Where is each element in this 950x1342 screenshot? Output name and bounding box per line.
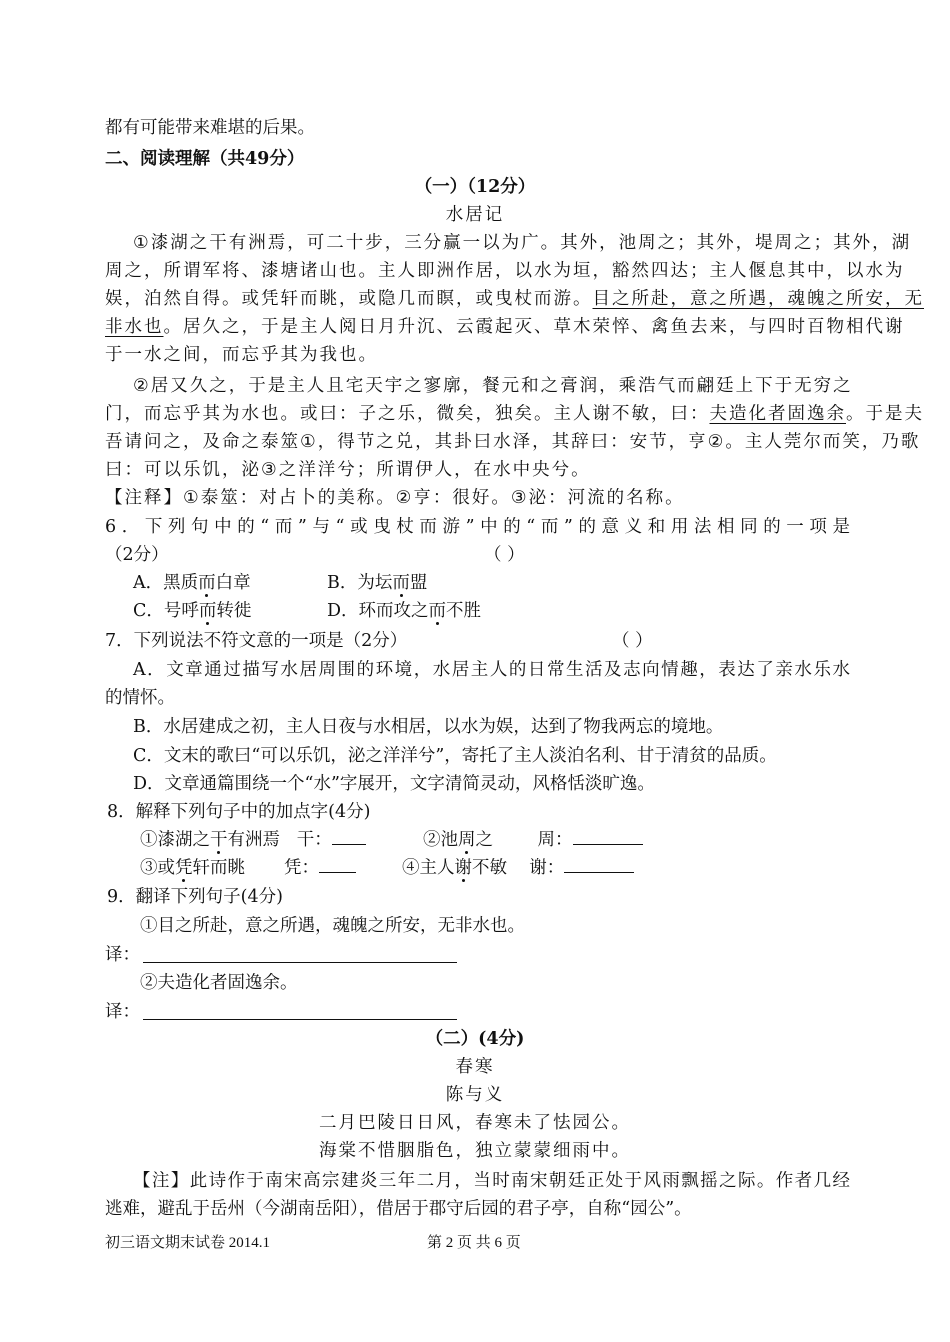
q6-stem: 6．下列句中的“而”与“或曳杖而游”中的“而”的意义和用法相同的一项是 [105, 517, 850, 537]
q7-option-a-cont: 的情怀。 [105, 688, 175, 708]
passage-p1-line3 [105, 285, 924, 313]
passage-text: 娱，泊然自得。或凭轩而眺，或隐几而瞑，或曳杖而游。 [105, 289, 593, 309]
q6-score: （2分） [105, 545, 169, 565]
passage-title: 水居记 [445, 205, 505, 225]
passage-p1-line2: 周之，所谓军将、漆塘诸山也。主人即洲作居，以水为垣，豁然四达；主人偃息其中，以水为 [105, 261, 905, 281]
q9-translate-label-2: 译： [105, 1002, 140, 1022]
part2-heading: （二）(4分) [425, 1029, 525, 1049]
passage-text: 。于是夫 [846, 404, 924, 424]
q6-option-c[interactable]: C．号呼而转徙 [133, 601, 252, 621]
q9-answer-line-2[interactable] [143, 1019, 457, 1020]
q7-option-c[interactable]: C．文末的歌曰“可以乐饥，泌之洋洋兮”，寄托了主人淡泊名利、甘于清贫的品质。 [133, 746, 777, 766]
q6-option-d[interactable]: D．环而攻之而不胜 [327, 601, 482, 621]
q9-translate-label-1: 译： [105, 945, 140, 965]
passage-p1-line1: ①漆湖之干有洲焉，可二十步，三分赢一以为广。其外，池周之；其外，堤周之；其外，湖 [133, 233, 912, 253]
q6-option-a[interactable]: A．黑质而白章 [133, 573, 251, 593]
q8-item-1: ①漆湖之干有洲焉 干： [140, 826, 430, 854]
continuation-text: 都有可能带来难堪的后果。 [105, 118, 315, 138]
annotation-note: 【注释】①泰筮：对占卜的美称。②亨：很好。③泌：河流的名称。 [105, 488, 685, 508]
q9-sentence-1: ①目之所赴，意之所遇，魂魄之所安，无非水也。 [140, 916, 525, 936]
q8-blank-1[interactable] [332, 826, 366, 845]
passage-text: 门，而忘乎其为水也。或曰：子之乐，微矣，独矣。主人谢不敏，曰： [105, 404, 710, 424]
q8-blank-3[interactable] [319, 854, 356, 873]
q9-stem: 9．翻译下列句子(4分) [107, 887, 283, 907]
poem-line-2: 海棠不惜胭脂色，独立蒙蒙细雨中。 [319, 1141, 631, 1161]
q8-item-2: ②池周之 周： [423, 826, 663, 854]
q7-option-d[interactable]: D．文章通篇围绕一个“水”字展开，文字清简灵动，风格恬淡旷逸。 [133, 774, 655, 794]
q6-option-b[interactable]: B．为坛而盟 [327, 573, 428, 593]
underlined-sentence-end: 非水也 [105, 317, 164, 337]
q9-answer-line-1[interactable] [143, 962, 457, 963]
q8-blank-4[interactable] [564, 854, 634, 873]
q8-item-4: ④主人谢不敏 谢： [402, 854, 662, 882]
q6-answer-paren[interactable]: （ ） [484, 545, 525, 565]
q7-stem: 7．下列说法不符文意的一项是（2分） [105, 631, 408, 651]
passage-p1-line5: 于一水之间，而忘乎其为我也。 [105, 345, 378, 365]
footer-exam-name: 初三语文期末试卷 2014.1 [105, 1235, 271, 1251]
poem-line-1: 二月巴陵日日风，春寒未了怯园公。 [319, 1113, 631, 1133]
q7-option-a[interactable]: A．文章通过描写水居周围的环境，水居主人的日常生活及志向情趣，表达了亲水乐水 [133, 660, 850, 680]
poem-note-line-2: 逃难，避乱于岳州（今湖南岳阳），借居于郡守后园的君子亭，自称“园公”。 [105, 1199, 692, 1219]
poem-title: 春寒 [455, 1057, 495, 1077]
footer-page-number: 第 2 页 共 6 页 [427, 1235, 521, 1251]
part1-heading: （一）（12分） [414, 177, 536, 197]
passage-p2-line3: 吾请问之，及命之泰筮①，得节之兑，其卦曰水泽，其辞曰：安节，亨②。主人莞尔而笑，乃歌 [105, 432, 921, 452]
passage-p2-line2 [105, 400, 924, 428]
poem-note-line-1: 【注】此诗作于南宋高宗建炎三年二月，当时南宋朝廷正处于风雨飘摇之际。作者几经 [133, 1171, 850, 1191]
section-title: 二、阅读理解（共49分） [105, 149, 305, 169]
passage-text: 。居久之，于是主人阅日月升沉、云霞起灭、草木荣悴、禽鱼去来，与四时百物相代谢 [163, 317, 905, 337]
underlined-sentence-2: 夫造化者固逸余 [709, 404, 846, 424]
q8-blank-2[interactable] [573, 826, 643, 845]
q7-answer-paren[interactable]: （ ） [612, 631, 653, 651]
q8-item-3: ③或凭轩而眺 凭： [140, 854, 430, 882]
q8-stem: 8．解释下列句子中的加点字(4分) [107, 802, 371, 822]
underlined-sentence: 目之所赴，意之所遇，魂魄之所安，无 [592, 289, 924, 309]
q9-sentence-2: ②夫造化者固逸余。 [140, 973, 298, 993]
poem-author: 陈与义 [445, 1085, 505, 1105]
passage-p1-line4 [105, 313, 905, 341]
passage-p2-line1: ②居又久之，于是主人且宅天宇之寥廓，餐元和之膏润，乘浩气而翩廷上下于无穷之 [133, 376, 853, 396]
q7-option-b[interactable]: B．水居建成之初，主人日夜与水相居，以水为娱，达到了物我两忘的境地。 [133, 717, 724, 737]
passage-p2-line4: 曰：可以乐饥，泌③之洋洋兮；所谓伊人，在水中央兮。 [105, 460, 591, 480]
